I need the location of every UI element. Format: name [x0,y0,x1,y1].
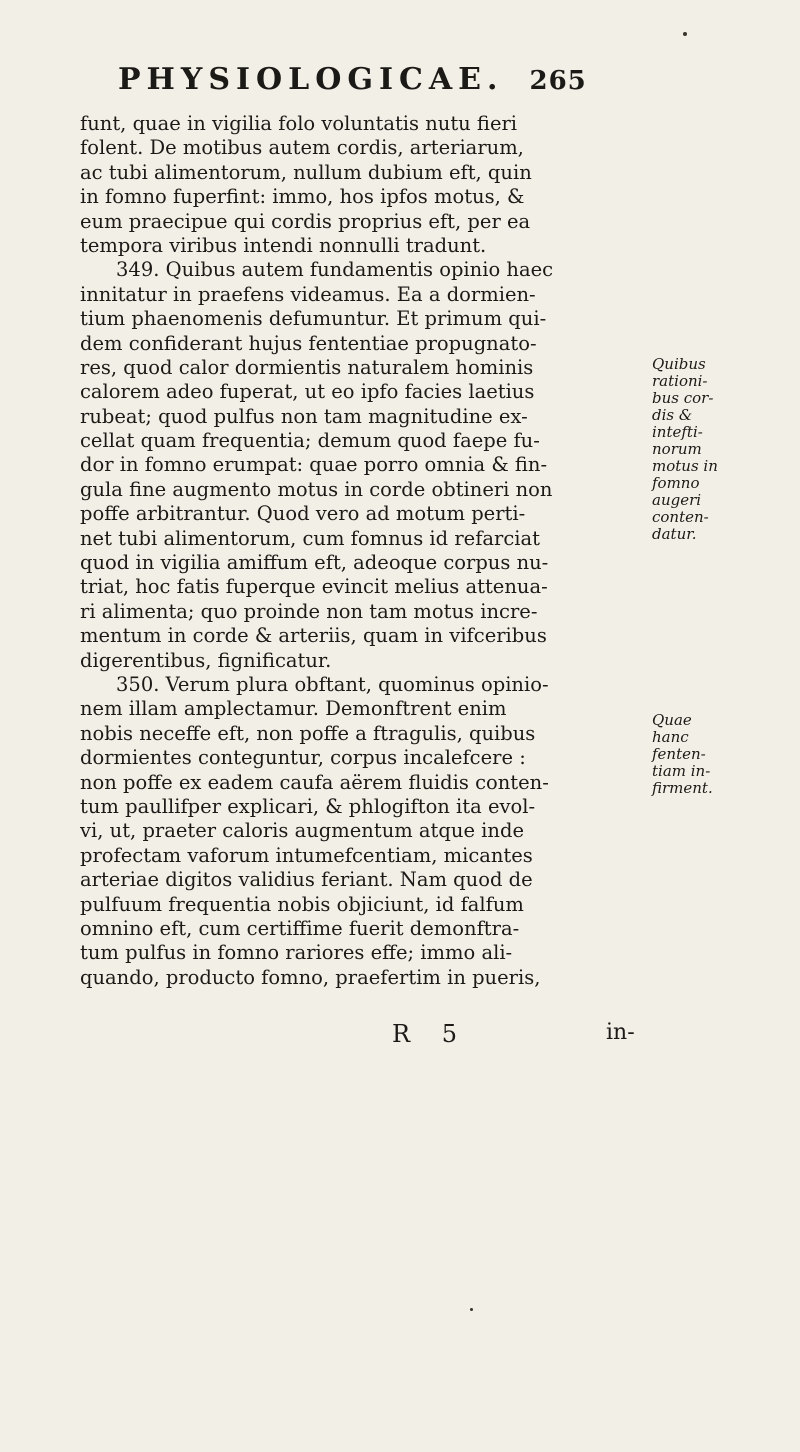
paragraph [80,673,645,990]
margin-note-line: tiam in- [652,762,711,780]
text-line: eum praecipue qui cordis proprius eft, per ea [80,209,531,233]
text-line: quod in vigilia amiffum eft, adeoque corpus nu- [80,551,549,575]
text-line: vi, ut, praeter caloris augmentum atque inde [80,819,524,843]
text-line: rubeat; quod pulfus non tam magnitudine ex- [80,404,528,428]
text-line: 349. Quibus autem fundamentis opinio haec [116,258,554,282]
text-line: poffe arbitrantur. Quod vero ad motum perti- [80,502,526,526]
text-line: folent. De motibus autem cordis, arteriarum, [80,136,524,160]
running-header [118,62,718,97]
text-line: calorem adeo fuperat, ut eo ipfo facies laetius [80,380,535,404]
margin-note-line: intefti- [652,423,703,441]
margin-note-line: dis & [652,406,693,424]
margin-note-line: motus in [652,457,718,475]
margin-note-line: augeri [652,491,702,509]
margin-note-line: Quae [652,711,692,729]
text-line: dem confiderant hujus fententiae propugnato- [80,331,537,355]
margin-note-line: firment. [652,779,713,797]
text-line: nem illam amplectamur. Demonftrent enim [80,697,507,721]
text-line: 350. Verum plura obftant, quominus opinio- [116,672,549,696]
text-line: tium phaenomenis defumuntur. Et primum qui- [80,307,547,331]
ink-speck [470,1308,473,1311]
text-line: profectam vaforum intumefcentiam, micantes [80,843,533,867]
text-line: pulfuum frequentia nobis objiciunt, id falfum [80,892,524,916]
margin-note [652,356,762,543]
text-line: ri alimenta; quo proinde non tam motus incre- [80,599,538,623]
paragraph [80,258,645,673]
text-line: nobis neceffe eft, non poffe a ftragulis, quibus [80,721,536,745]
text-line: innitatur in praefens videamus. Ea a dormien- [80,282,536,306]
ink-speck [683,32,687,36]
paragraph [80,112,645,258]
margin-note-line: conten- [652,508,709,526]
page-number: 265 [529,66,587,96]
text-line: funt, quae in vigilia folo voluntatis nutu fieri [80,112,518,135]
text-line: arteriae digitos validius feriant. Nam quod de [80,868,533,892]
main-text [80,112,645,990]
margin-note-line: bus cor- [652,389,714,407]
text-line: mentum in corde & arteriis, quam in vifceribus [80,624,547,648]
margin-note-line: fenten- [652,745,706,763]
text-line: tum pulfus in fomno rariores effe; immo ali- [80,941,513,965]
margin-note-line: hanc [652,728,689,746]
margin-note-line: rationi- [652,372,708,390]
text-line: dor in fomno erumpat: quae porro omnia & fin- [80,453,548,477]
text-line: ac tubi alimentorum, nullum dubium eft, quin [80,160,532,184]
text-line: tempora viribus intendi nonnulli tradunt. [80,233,487,257]
text-line: dormientes conteguntur, corpus incalefcere : [80,746,526,770]
text-line: in fomno fuperfint: immo, hos ipfos motus, & [80,185,525,209]
text-line: gula fine augmento motus in corde obtineri non [80,477,553,501]
text-line: quando, producto fomno, praefertim in pueris, [80,965,541,989]
signature-mark: R 5 [392,1020,469,1048]
text-line: net tubi alimentorum, cum fomnus id refarciat [80,526,540,550]
margin-note-line: fomno [652,474,700,492]
text-line: omnino eft, cum certiffime fuerit demonftra- [80,916,520,940]
text-line: digerentibus, fignificatur. [80,648,332,672]
text-line: triat, hoc fatis fuperque evincit melius attenua- [80,575,548,599]
running-title: PHYSIOLOGICAE. [118,62,504,97]
margin-note-line: Quibus [652,355,706,373]
margin-note-line: datur. [652,525,697,543]
text-line: res, quod calor dormientis naturalem hominis [80,355,534,379]
text-line: tum paullifper explicari, & phlogifton ita evol- [80,794,536,818]
margin-note-line: norum [652,440,702,458]
text-line: cellat quam frequentia; demum quod faepe fu- [80,429,540,453]
margin-note [652,712,762,797]
text-line: non poffe ex eadem caufa aërem fluidis conten- [80,770,549,794]
catchword: in- [606,1020,635,1045]
